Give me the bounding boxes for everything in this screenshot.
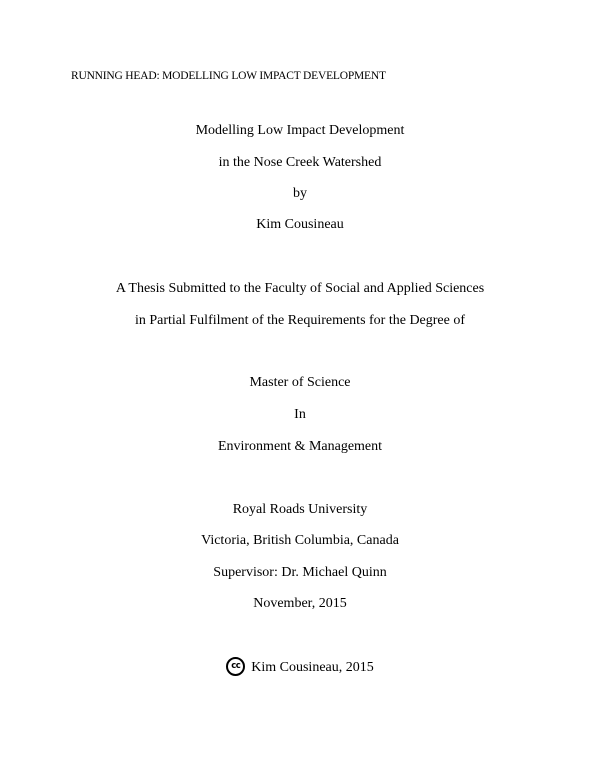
degree-name: Master of Science xyxy=(249,375,351,390)
university-name: Royal Roads University xyxy=(232,502,368,517)
thesis-title-line-1: Modelling Low Impact Development xyxy=(195,123,405,138)
copyright-text: Kim Cousineau, 2015 xyxy=(251,660,374,675)
supervisor: Supervisor: Dr. Michael Quinn xyxy=(213,565,387,580)
creative-commons-icon: cc xyxy=(226,657,245,676)
degree-field: Environment & Management xyxy=(217,439,383,454)
submission-date: November, 2015 xyxy=(253,596,347,611)
university-location: Victoria, British Columbia, Canada xyxy=(201,533,399,548)
submission-line-2: in Partial Fulfilment of the Requirements for the Degree of xyxy=(134,313,466,328)
submission-line-1: A Thesis Submitted to the Faculty of Social and Applied Sciences xyxy=(115,281,485,296)
degree-in: In xyxy=(294,407,306,422)
thesis-title-line-2: in the Nose Creek Watershed xyxy=(218,155,382,170)
author-name: Kim Cousineau xyxy=(256,217,344,232)
copyright-line xyxy=(0,660,600,676)
running-head: RUNNING HEAD: MODELLING LOW IMPACT DEVELOPMENT xyxy=(71,70,386,82)
by-text: by xyxy=(293,186,307,201)
